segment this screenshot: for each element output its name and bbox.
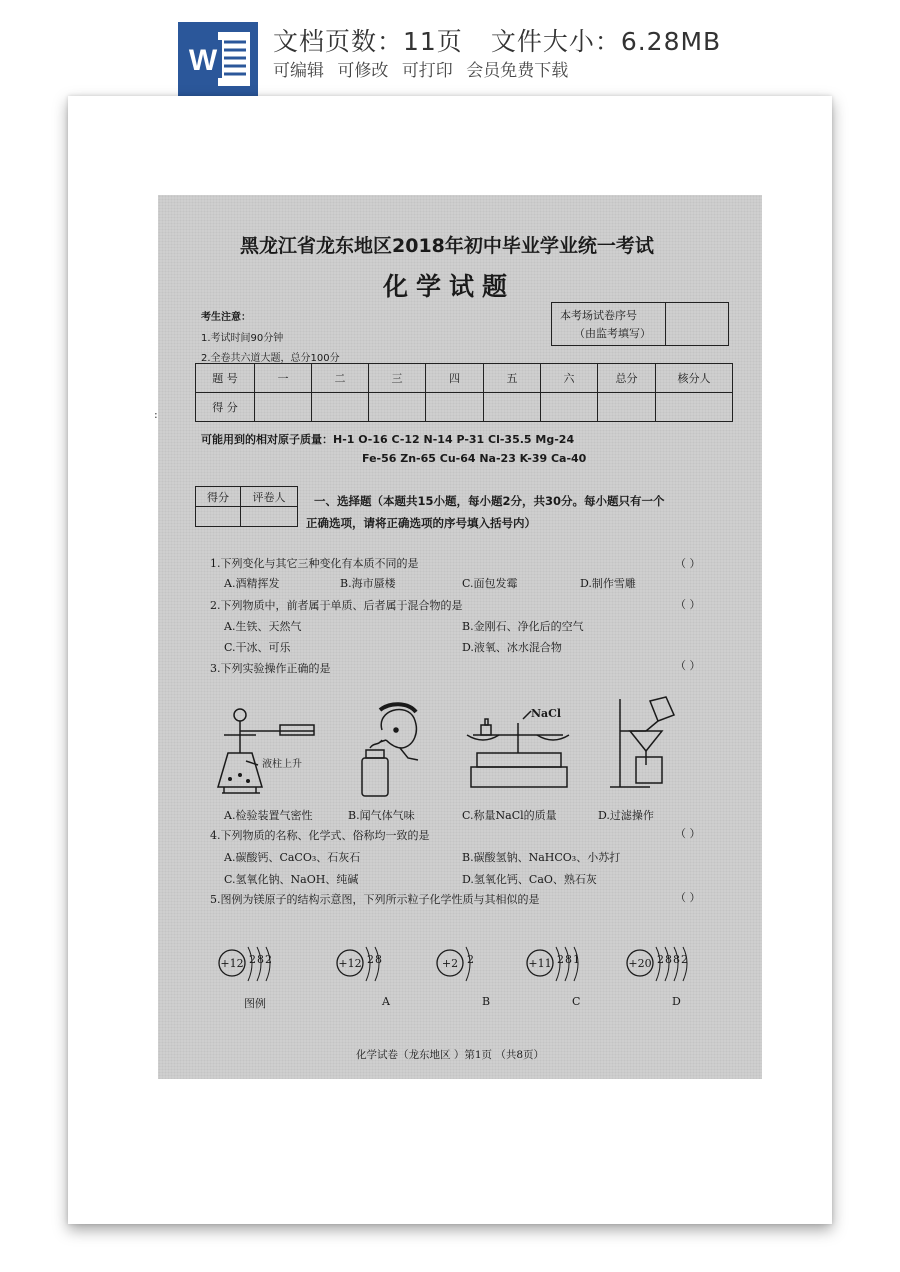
q4-option-c: C.氢氧化钠、NaOH、纯碱 [224,873,359,886]
electron-counts: 282 [249,953,273,966]
score-header: 题 号 [196,364,255,393]
score-header: 六 [541,364,598,393]
q2-option-d: D.液氧、冰水混合物 [462,641,562,654]
answer-blank-4: （ ） [675,827,701,840]
electron-counts: 281 [557,953,581,966]
section-1-instructions: 一、选择题（本题共15小题，每小题2分，共30分。每小题只有一个 [314,494,665,508]
score-value-row [196,393,733,422]
score-header: 三 [369,364,426,393]
q2-option-a: A.生铁、天然气 [224,620,302,633]
score-row-label: 得 分 [196,393,255,422]
q1-option-a: A.酒精挥发 [224,577,280,590]
smelling-gas-figure [356,700,426,800]
exam-title: 黑龙江省龙东地区2018年初中毕业学业统一考试 [240,235,654,257]
electron-counts: 28 [367,953,383,966]
atom-diagram-a [334,935,424,985]
score-table [195,363,733,422]
score-header: 一 [255,364,312,393]
notice-title: 考生注意： [201,312,251,323]
grader-header: 得分 [196,487,241,507]
seat-number-box [551,302,729,346]
file-size: 文件大小：6.28MB [490,27,722,56]
atom-diagram-legend [216,935,306,985]
score-header: 五 [484,364,541,393]
feature-member-download: 会员免费下载 [466,61,569,81]
atom-diagram-d [624,935,714,985]
atom-diagram-label: A [382,995,390,1008]
atomic-masses-line-2: Fe-56 Zn-65 Cu-64 Na-23 K-39 Ca-40 [362,452,587,465]
question-5: 5.图例为镁原子的结构示意图，下列所示粒子化学性质与其相似的是 [210,893,540,906]
grader-header: 评卷人 [241,487,298,507]
binding-mark: : [154,408,158,421]
q4-option-d: D.氢氧化钙、CaO、熟石灰 [462,873,597,886]
nucleus-charge: +12 [338,957,362,970]
figure-label-liquid-rise: 液柱上升 [262,759,302,770]
balance-scale-figure [463,705,578,795]
score-header-row [196,364,733,393]
feature-printable: 可打印 [401,61,453,81]
q3-option-c: C.称量NaCl的质量 [462,809,557,822]
filtration-figure [606,695,686,795]
score-header: 总分 [598,364,656,393]
atom-diagram-label: C [572,995,581,1008]
q3-option-d: D.过滤操作 [598,809,654,822]
answer-blank-2: （ ） [675,598,701,611]
q1-option-d: D.制作雪雕 [580,577,636,590]
notice-total: 2.全卷共六道大题，总分100分 [201,353,340,364]
q3-option-a: A.检验装置气密性 [224,809,313,822]
electron-counts: 2882 [657,953,689,966]
q1-option-b: B.海市蜃楼 [340,577,396,590]
section-1-instructions-2: 正确选项，请将正确选项的序号填入括号内） [306,516,536,530]
question-1: 1.下列变化与其它三种变化有本质不同的是 [210,557,419,570]
q2-option-c: C.干冰、可乐 [224,641,291,654]
score-header: 核分人 [656,364,733,393]
question-3: 3.下列实验操作正确的是 [210,662,331,675]
page-count: 文档页数：11页 [273,27,463,56]
q4-option-b: B.碳酸氢钠、NaHCO₃、小苏打 [462,851,621,864]
q2-option-b: B.金刚石、净化后的空气 [462,620,584,633]
notice-time: 1.考试时间90分钟 [201,333,284,344]
electron-counts: 2 [467,953,475,966]
answer-blank-5: （ ） [675,891,701,904]
q4-option-a: A.碳酸钙、CaCO₃、石灰石 [224,851,361,864]
answer-blank-1: （ ） [675,557,701,570]
q1-option-c: C.面包发霉 [462,577,518,590]
atomic-masses-line-1: 可能用到的相对原子质量：H-1 O-16 C-12 N-14 P-31 Cl-35.5 Mg-24 [201,433,575,446]
exam-subject: 化学试题 [383,272,516,301]
question-2: 2.下列物质中，前者属于单质、后者属于混合物的是 [210,599,463,612]
atom-diagram-label: D [672,995,681,1008]
answer-blank-3: （ ） [675,659,701,672]
nucleus-charge: +2 [441,957,459,970]
word-document-icon [178,22,258,96]
feature-list [273,56,576,81]
atom-diagram-b [434,935,524,985]
seat-label: 本考场试卷序号 [560,309,637,322]
word-letter: W [188,44,218,77]
airtightness-apparatus-figure [214,705,324,800]
grader-table [195,486,298,527]
atom-diagram-label: B [482,995,491,1008]
scanned-exam-page [158,195,762,1079]
feature-modifiable: 可修改 [337,61,389,81]
page-footer: 化学试卷（龙东地区 ）第1页 （共8页） [356,1049,545,1061]
seat-note: （由监考填写） [574,327,651,340]
figure-label-nacl: NaCl [531,707,562,720]
feature-editable: 可编辑 [273,61,324,81]
nucleus-charge: +12 [220,957,244,970]
document-stats [273,22,721,58]
question-4: 4.下列物质的名称、化学式、俗称均一致的是 [210,829,430,842]
atom-diagram-label: 图例 [244,997,266,1010]
q3-option-b: B.闻气体气味 [348,809,415,822]
nucleus-charge: +20 [628,957,652,970]
score-header: 四 [426,364,484,393]
atom-diagram-c [524,935,614,985]
score-header: 二 [312,364,369,393]
nucleus-charge: +11 [528,957,552,970]
